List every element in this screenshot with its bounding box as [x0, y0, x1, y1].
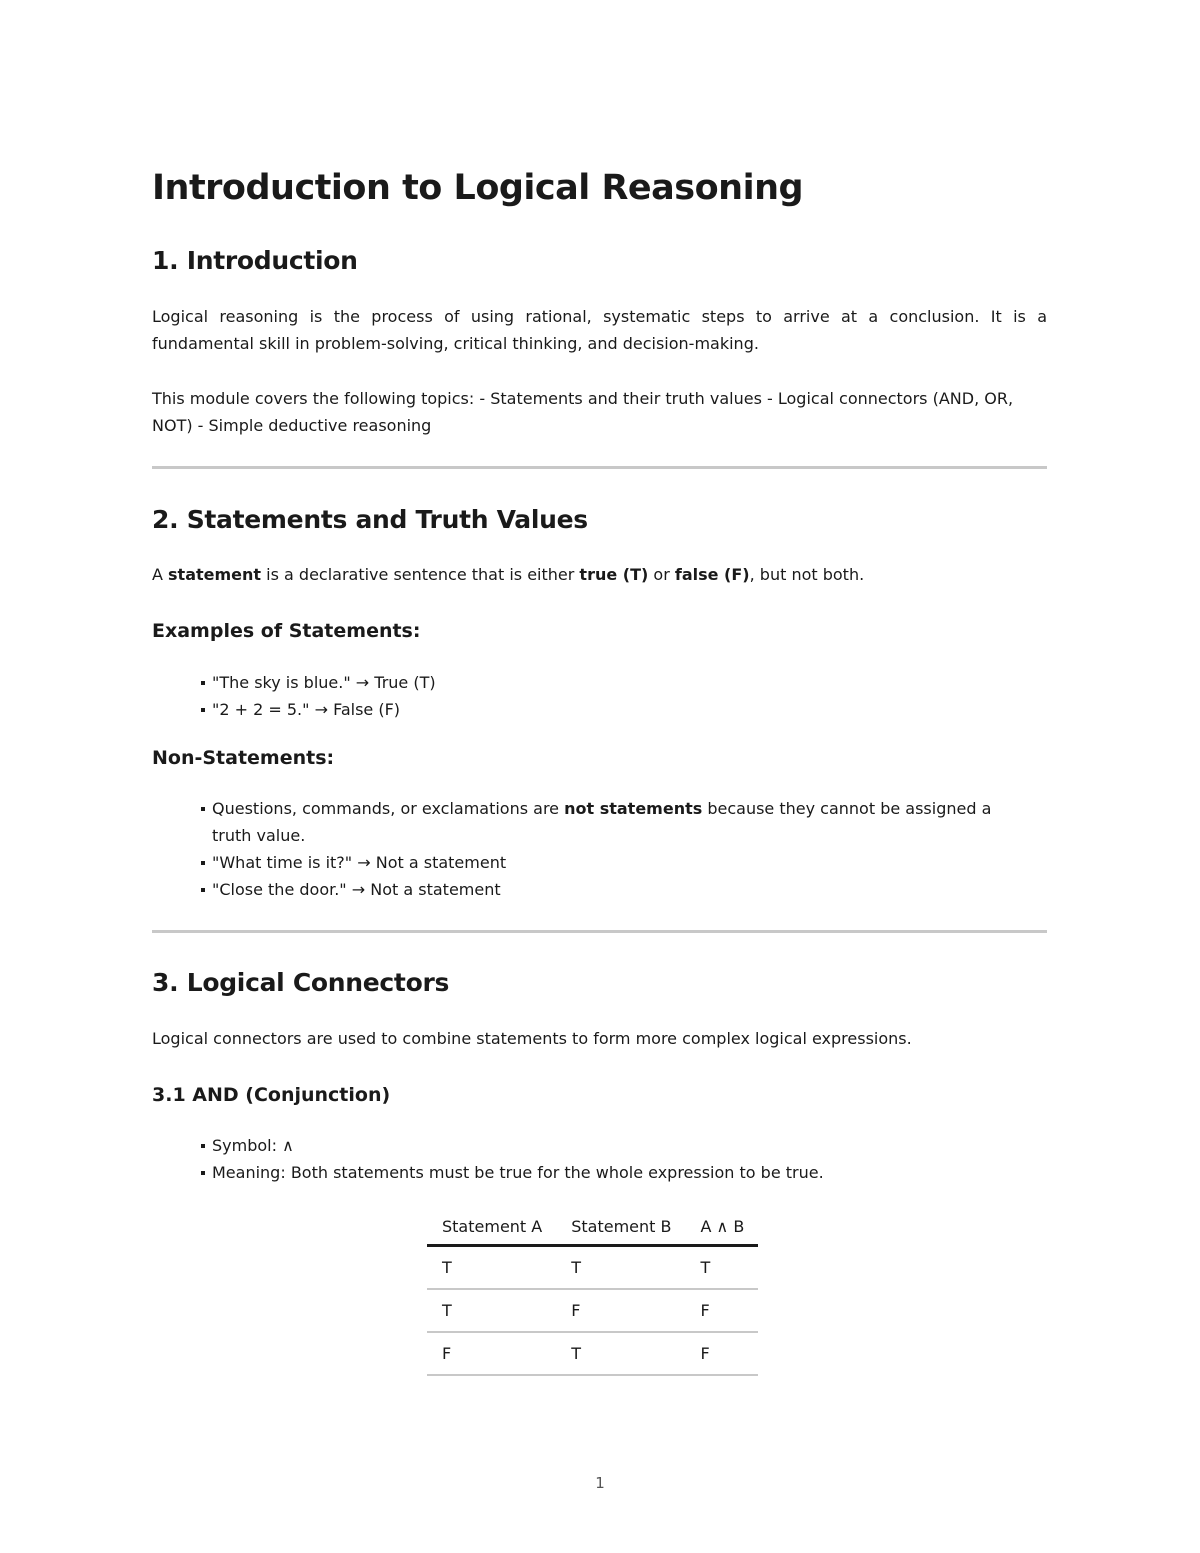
- statement-definition: [152, 561, 1047, 588]
- and-list: [201, 1132, 1021, 1186]
- examples-heading: Examples of Statements:: [152, 620, 421, 642]
- list-item: "2 + 2 = 5." → False (F): [201, 696, 1021, 723]
- page-number: 1: [595, 1474, 605, 1492]
- table-row: [427, 1289, 758, 1332]
- table-cell: T: [686, 1246, 759, 1290]
- table-header-cell: Statement A: [427, 1208, 556, 1246]
- section-divider: [152, 930, 1047, 933]
- list-item: "Close the door." → Not a statement: [201, 876, 1021, 903]
- table-cell: F: [427, 1332, 556, 1375]
- intro-paragraph: Logical reasoning is the process of using rational, systematic steps to arrive at a conclusion. It is a fundamental skill in problem-solving, critical thinking, and decision-making.: [152, 307, 1047, 353]
- definition-text: is a declarative sentence that is either: [261, 565, 580, 584]
- examples-list: [201, 669, 1021, 723]
- table-header-row: [427, 1208, 758, 1246]
- list-item-text: Questions, commands, or exclamations are: [212, 799, 565, 818]
- table-cell: T: [427, 1289, 556, 1332]
- section-divider: [152, 466, 1047, 469]
- table-row: [427, 1246, 758, 1290]
- list-item-emphasis: not statements: [564, 799, 703, 818]
- list-item-text: because they cannot be assigned a truth value.: [212, 799, 992, 845]
- table-row: [427, 1332, 758, 1375]
- nonstatements-heading: Non-Statements:: [152, 747, 335, 769]
- table-cell: T: [556, 1246, 685, 1290]
- section-heading-connectors: 3. Logical Connectors: [152, 968, 450, 997]
- nonstatements-list: [201, 795, 1021, 903]
- table-header-cell: A ∧ B: [686, 1208, 759, 1246]
- list-item: Symbol: ∧: [201, 1132, 1021, 1159]
- definition-term-statement: statement: [168, 565, 262, 584]
- document-title: Introduction to Logical Reasoning: [152, 168, 804, 208]
- table-cell: T: [556, 1332, 685, 1375]
- and-heading: 3.1 AND (Conjunction): [152, 1084, 391, 1106]
- table-cell: F: [686, 1289, 759, 1332]
- list-item: [201, 795, 1021, 849]
- list-item: "The sky is blue." → True (T): [201, 669, 1021, 696]
- topics-paragraph: This module covers the following topics: - Statements and their truth values - Logical connectors (AND, OR, NOT) - Simple deductive reasoning: [152, 389, 1014, 435]
- definition-text: or: [648, 565, 675, 584]
- and-truth-table: [427, 1208, 758, 1376]
- table-cell: T: [427, 1246, 556, 1290]
- definition-text: A: [152, 565, 169, 584]
- definition-term-false: false (F): [674, 565, 750, 584]
- section-heading-introduction: 1. Introduction: [152, 246, 358, 275]
- list-item: Meaning: Both statements must be true for the whole expression to be true.: [201, 1159, 1021, 1186]
- list-item: "What time is it?" → Not a statement: [201, 849, 1021, 876]
- table-cell: F: [556, 1289, 685, 1332]
- table-header-cell: Statement B: [556, 1208, 685, 1246]
- section-heading-statements: 2. Statements and Truth Values: [152, 505, 588, 534]
- connectors-intro: Logical connectors are used to combine statements to form more complex logical expressions.: [152, 1029, 912, 1048]
- definition-term-true: true (T): [579, 565, 649, 584]
- definition-text: , but not both.: [749, 565, 865, 584]
- table-cell: F: [686, 1332, 759, 1375]
